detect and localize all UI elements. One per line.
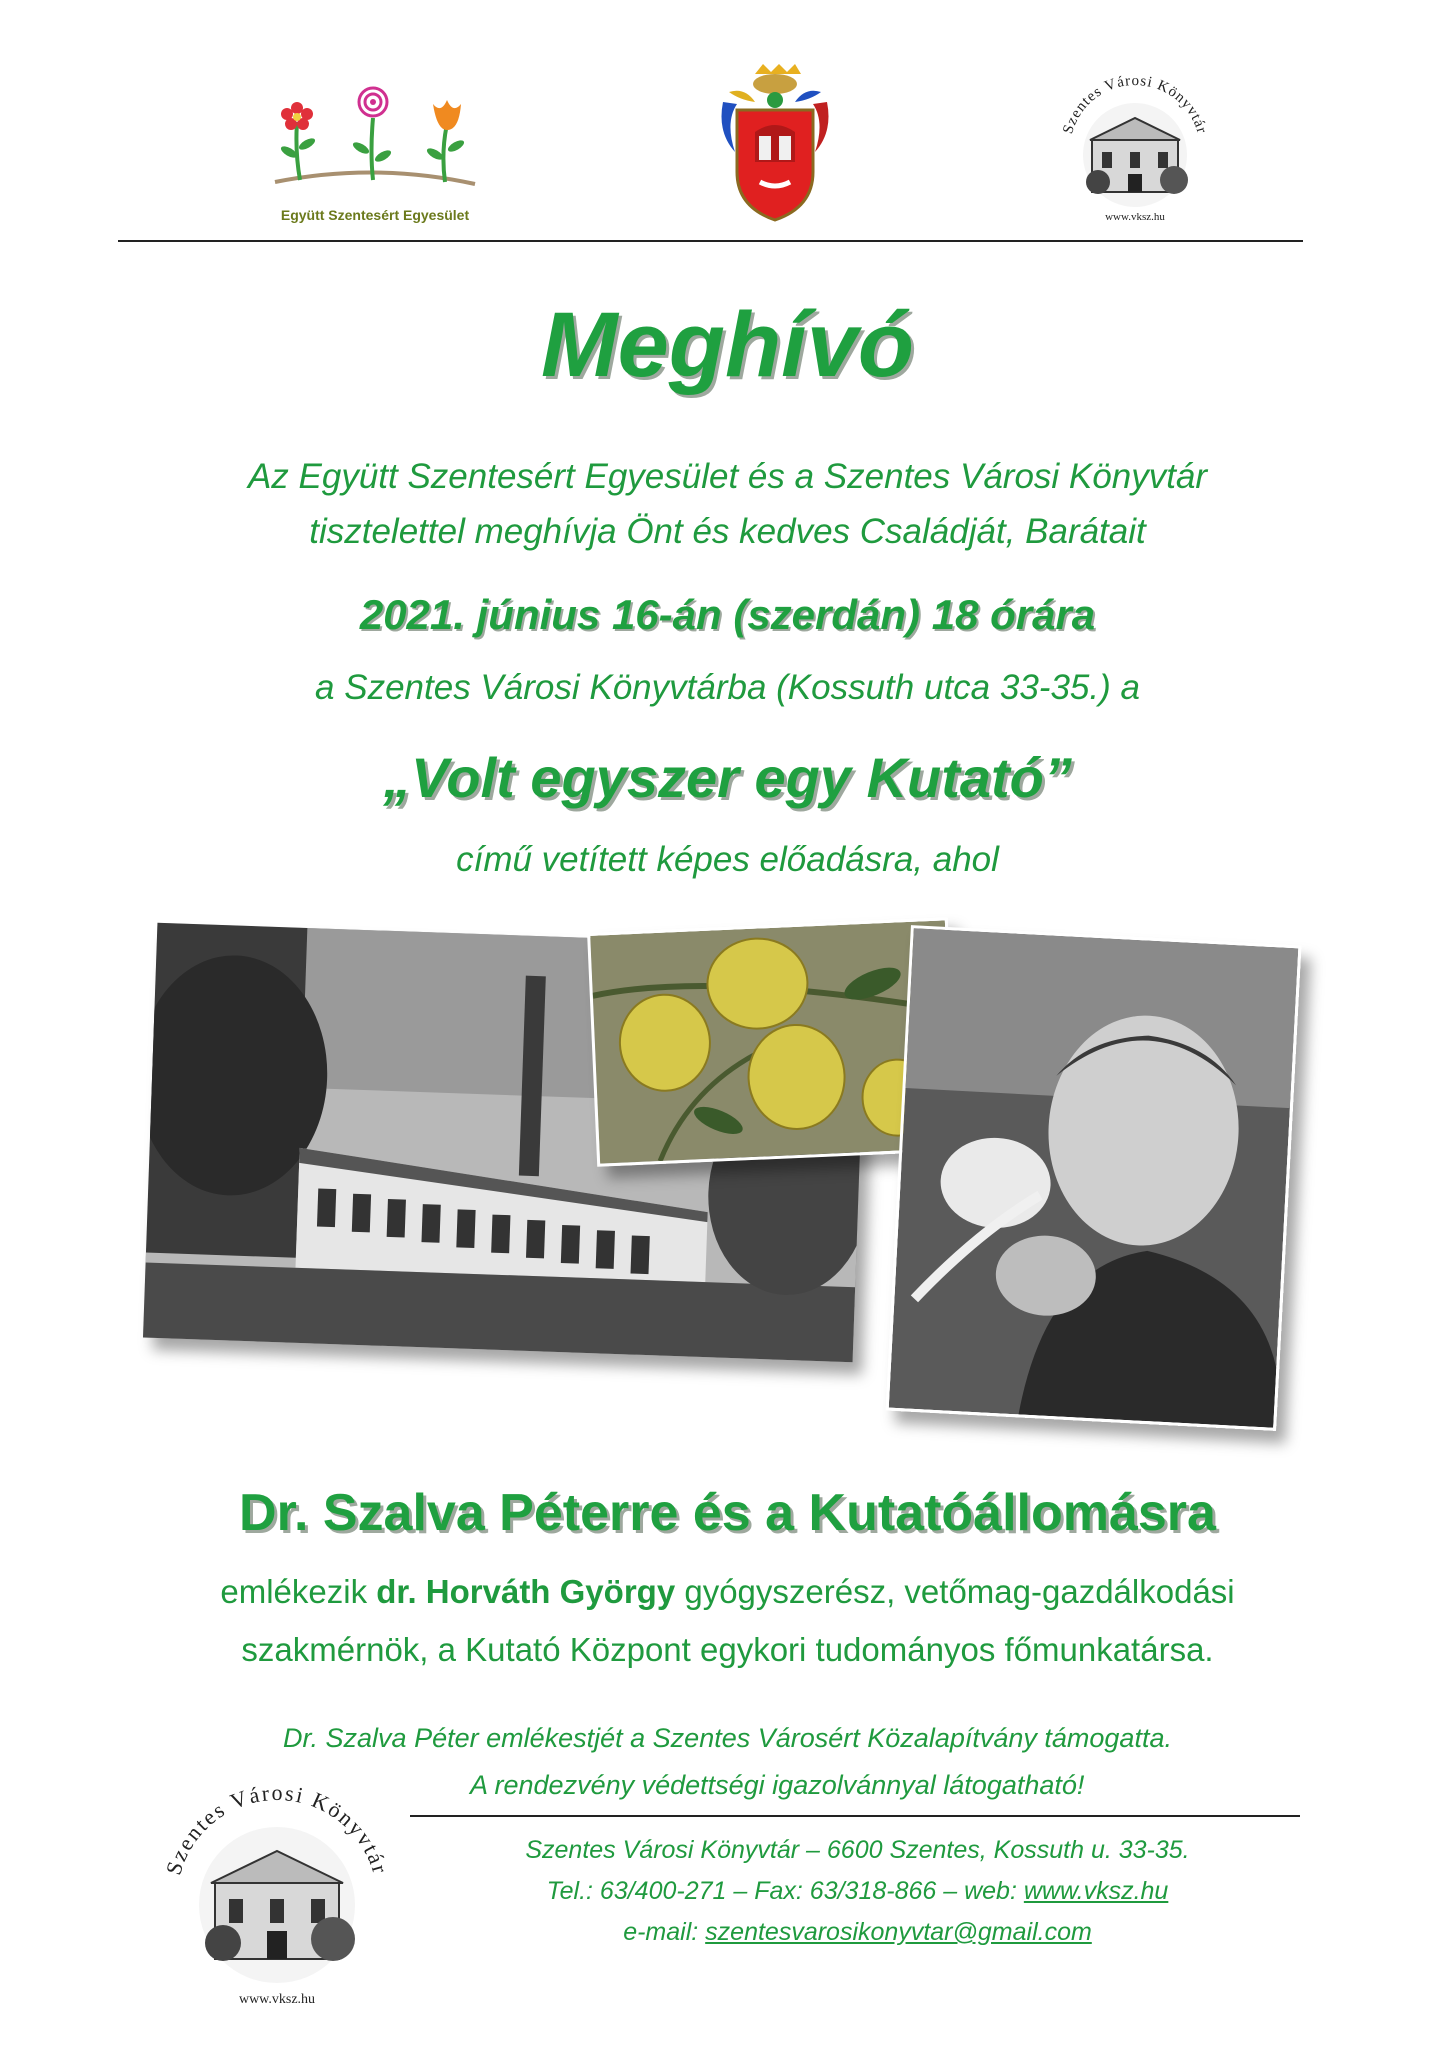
speaker-prefix: emlékezik <box>220 1573 377 1610</box>
access-notice: A rendezvény védettségi igazolvánnyal látogatható! <box>470 1770 1085 1800</box>
svg-text:www.vksz.hu: www.vksz.hu <box>1105 211 1165 223</box>
website-link[interactable]: www.vksz.hu <box>1023 1877 1169 1905</box>
footer-rule <box>410 1815 1300 1817</box>
intro-line-2: tisztelettel meghívja Önt és kedves Családját, Barátait <box>309 512 1146 551</box>
topic-heading: Dr. Szalva Péterre és a Kutatóállomásra <box>239 1484 1216 1542</box>
page-title: Meghívó <box>540 294 915 396</box>
svg-text:Szentes Városi Könyvtár: Szentes Városi Könyvtár <box>1060 72 1210 136</box>
phone-fax-text: Tel.: 63/400-271 – Fax: 63/318-866 – web: <box>546 1877 1024 1905</box>
event-title: „Volt egyszer egy Kutató” <box>383 746 1072 809</box>
support-note: Dr. Szalva Péter emlékestjét a Szentes Városért Közalapítvány támogatta. <box>283 1723 1172 1753</box>
speaker-line-2: szakmérnök, a Kutató Központ egykori tudományos főmunkatársa. <box>241 1631 1214 1668</box>
library-building-icon <box>1050 60 1220 230</box>
speaker-line-1 <box>0 1570 1455 1614</box>
flowers-icon <box>255 72 495 212</box>
intro-line-1: Az Együtt Szentesért Egyesület és a Szentes Városi Könyvtár <box>247 457 1208 496</box>
association-logo <box>255 72 495 232</box>
library-building-icon <box>155 1765 400 2020</box>
email-label: e-mail: <box>623 1918 706 1946</box>
footer-contact <box>410 1874 1305 1908</box>
header-rule <box>118 240 1303 242</box>
event-subtitle: című vetített képes előadásra, ahol <box>456 840 999 879</box>
association-caption: Együtt Szentesért Egyesület <box>280 207 470 223</box>
footer-email <box>410 1915 1305 1949</box>
svg-text:Szentes Városi Könyvtár: Szentes Városi Könyvtár <box>160 1779 394 1878</box>
date-line: 2021. június 16-án (szerdán) 18 órára <box>359 591 1096 638</box>
email-link[interactable]: szentesvarosikonyvtar@gmail.com <box>705 1918 1092 1946</box>
venue-line: a Szentes Városi Könyvtárba (Kossuth utca 33-35.) a <box>315 668 1140 707</box>
coat-of-arms-logo <box>715 62 835 227</box>
svg-text:www.vksz.hu: www.vksz.hu <box>238 1992 316 2007</box>
library-logo-bottom <box>155 1765 400 2020</box>
portrait-photo <box>886 925 1302 1431</box>
library-logo-top <box>1050 60 1220 230</box>
speaker-name: dr. Horváth György <box>376 1573 676 1610</box>
footer-address: Szentes Városi Könyvtár – 6600 Szentes, Kossuth u. 33-35. <box>525 1836 1190 1864</box>
coat-of-arms-icon <box>715 62 835 227</box>
speaker-suffix: gyógyszerész, vetőmag-gazdálkodási <box>675 1573 1235 1610</box>
